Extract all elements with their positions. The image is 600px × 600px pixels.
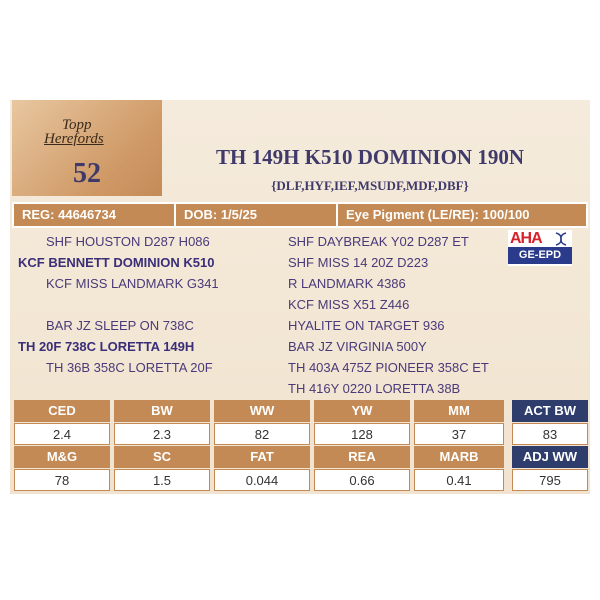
genetic-tests: {DLF,HYF,IEF,MSUDF,MDF,DBF} xyxy=(271,178,469,193)
epd-value-mm: 37 xyxy=(414,423,504,445)
epd-value-sc: 1.5 xyxy=(114,469,210,491)
epd-value-bw: 2.3 xyxy=(114,423,210,445)
epd-header-bw: BW xyxy=(114,400,210,422)
date-of-birth: DOB: 1/5/25 xyxy=(174,202,338,228)
epd-header-ced: CED xyxy=(14,400,110,422)
eye-pigment: Eye Pigment (LE/RE): 100/100 xyxy=(336,202,588,228)
adj-ww-value: 795 xyxy=(512,469,588,491)
pedigree-ggs-4: TH 403A 475Z PIONEER 358C ET xyxy=(288,360,489,375)
act-bw-header: ACT BW xyxy=(512,400,588,422)
adj-ww-header: ADJ WW xyxy=(512,446,588,468)
epd-header-marb: MARB xyxy=(414,446,504,468)
epd-header-rea: REA xyxy=(314,446,410,468)
registration-number: REG: 44646734 xyxy=(12,202,176,228)
pedigree-ggd-4: TH 416Y 0220 LORETTA 38B xyxy=(288,381,461,396)
lot-number: 52 xyxy=(73,158,101,189)
breeder-logo: Topp Herefords xyxy=(44,117,104,147)
pedigree-dam: TH 20F 738C LORETTA 149H xyxy=(18,339,195,354)
pedigree-ggs-3: HYALITE ON TARGET 936 xyxy=(288,318,445,333)
epd-value-fat: 0.044 xyxy=(214,469,310,491)
epd-value-ced: 2.4 xyxy=(14,423,110,445)
pedigree-sire-dam: KCF MISS LANDMARK G341 xyxy=(46,276,219,291)
aha-ge-epd-logo: AHA GE-EPD xyxy=(508,230,572,266)
pedigree-sire-sire: SHF HOUSTON D287 H086 xyxy=(46,234,210,249)
epd-header-mg: M&G xyxy=(14,446,110,468)
pedigree-ggd-3: BAR JZ VIRGINIA 500Y xyxy=(288,339,427,354)
epd-value-mg: 78 xyxy=(14,469,110,491)
epd-header-fat: FAT xyxy=(214,446,310,468)
epd-value-rea: 0.66 xyxy=(314,469,410,491)
breeder-logo-box xyxy=(12,100,162,196)
epd-header-yw: YW xyxy=(314,400,410,422)
pedigree-dam-sire: BAR JZ SLEEP ON 738C xyxy=(46,318,194,333)
dna-icon xyxy=(554,232,568,246)
epd-value-ww: 82 xyxy=(214,423,310,445)
epd-value-yw: 128 xyxy=(314,423,410,445)
epd-value-marb: 0.41 xyxy=(414,469,504,491)
act-bw-value: 83 xyxy=(512,423,588,445)
pedigree-ggs-1: SHF DAYBREAK Y02 D287 ET xyxy=(288,234,469,249)
epd-header-mm: MM xyxy=(414,400,504,422)
pedigree-ggd-1: SHF MISS 14 20Z D223 xyxy=(288,255,429,270)
pedigree-sire: KCF BENNETT DOMINION K510 xyxy=(18,255,215,270)
epd-header-sc: SC xyxy=(114,446,210,468)
pedigree-ggs-2: R LANDMARK 4386 xyxy=(288,276,406,291)
animal-name: TH 149H K510 DOMINION 190N xyxy=(215,145,524,169)
pedigree-ggd-2: KCF MISS X51 Z446 xyxy=(288,297,410,312)
pedigree-dam-dam: TH 36B 358C LORETTA 20F xyxy=(46,360,213,375)
epd-header-ww: WW xyxy=(214,400,310,422)
